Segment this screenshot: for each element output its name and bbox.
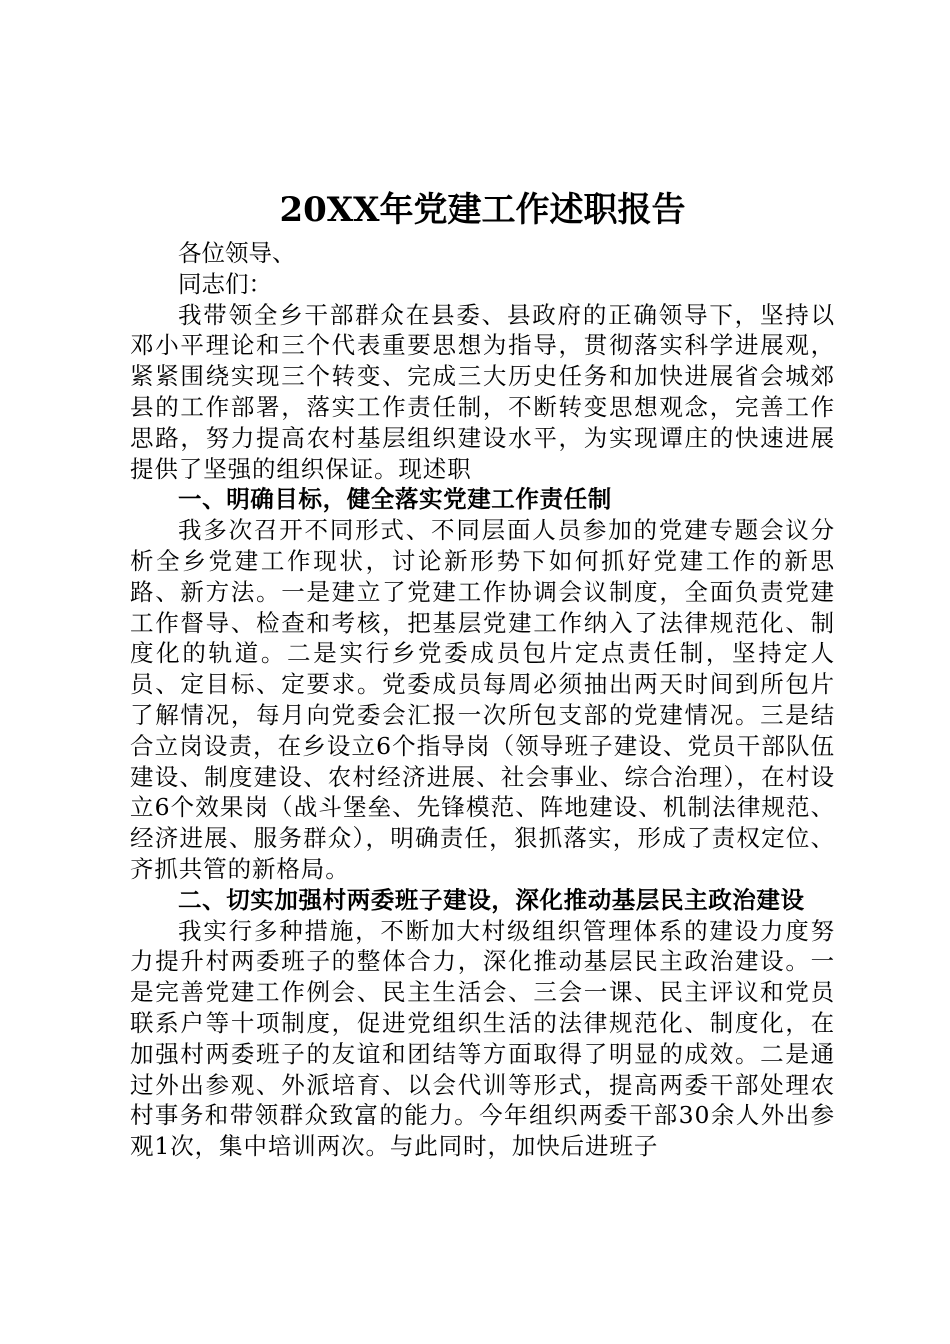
salutation-leaders: 各位领导、 — [178, 239, 296, 267]
document-page — [130, 182, 835, 1162]
section-heading-1: 一、明确目标，健全落实党建工作责任制 — [178, 485, 612, 514]
salutation-comrades: 同志们： — [178, 269, 272, 298]
section-heading-2: 二、切实加强村两委班子建设，深化推动基层民主政治建设 — [178, 885, 805, 914]
document-title: 20XX年党建工作述职报告 — [279, 190, 686, 230]
section-paragraph-2: 我实行多种措施，不断加大村级组织管理体系的建设力度努力提升村两委班子的整体合力，深化推动基层民主政治建设。一是完善党建工作例会、民主生活会、三会一课、民主评议和党员联系户等十项制度，促进党组织生活的法律规范化、制度化，在加强村两委班子的友谊和团结等方面取得了明显的成效。二是通过外出参观、外派培育、以会代训等形式，提高两委干部处理农村事务和带领群众致富的能力。今年组织两委干部30余人外出参观1次，集中培训两次。与此同时，加快后进班子 — [130, 916, 835, 1161]
section-paragraph-1: 我多次召开不同形式、不同层面人员参加的党建专题会议分析全乡党建工作现状，讨论新形势下如何抓好党建工作的新思路、新方法。一是建立了党建工作协调会议制度，全面负责党建工作督导、检查和考核，把基层党建工作纳入了法律规范化、制度化的轨道。二是实行乡党委成员包片定点责任制，坚持定人员、定目标、定要求。党委成员每周必须抽出两天时间到所包片了解情况，每月向党委会汇报一次所包支部的党建情况。三是结合立岗设责，在乡设立6个指导岗（领导班子建设、党员干部队伍建设、制度建设、农村经济进展、社会事业、综合治理），在村设立6个效果岗（战斗堡垒、先锋模范、阵地建设、机制法律规范、经济进展、服务群众），明确责任，狠抓落实，形成了责权定位、齐抓共管的新格局。 — [130, 516, 835, 883]
intro-paragraph: 我带领全乡干部群众在县委、县政府的正确领导下，坚持以邓小平理论和三个代表重要思想为指导，贯彻落实科学进展观，紧紧围绕实现三个转变、完成三大历史任务和加快进展省会城郊县的工作部署，落实工作责任制，不断转变思想观念，完善工作思路，努力提高农村基层组织建设水平，为实现谭庄的快速进展提供了坚强的组织保证。现述职 — [130, 300, 835, 483]
